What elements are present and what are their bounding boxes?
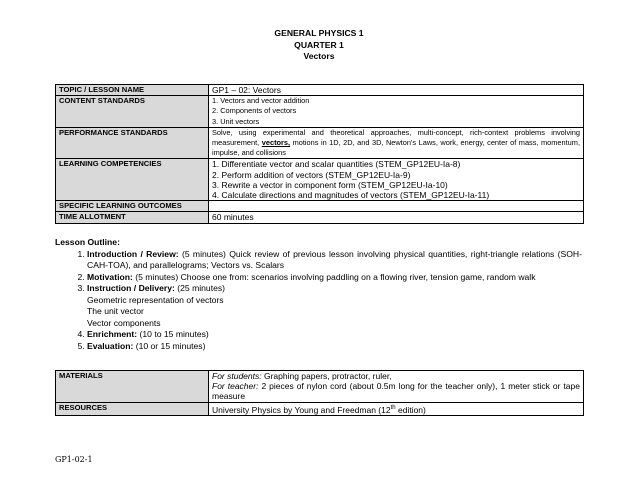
list-item: 2. Components of vectors <box>212 106 297 116</box>
outline-title: Lesson Outline: <box>55 237 120 247</box>
list-item: 1. Vectors and vector addition <box>212 96 310 106</box>
page-code: GP1-02-1 <box>55 455 93 464</box>
teacher-materials: For teacher: 2 pieces of nylon cord (about 0.5m long for the teacher only), 1 meter stick or tape measure <box>212 381 580 402</box>
course-title: GENERAL PHYSICS 1 <box>274 28 364 38</box>
table-row <box>56 212 584 223</box>
time-allotment-value: 60 minutes <box>209 212 584 223</box>
quarter-title: QUARTER 1 <box>294 39 344 50</box>
topic-value: GP1 – 02: Vectors <box>209 85 584 96</box>
emphasis-vectors: vectors, <box>261 138 291 148</box>
sub-item: Vector components <box>87 317 161 328</box>
topic-label: TOPIC / LESSON NAME <box>56 85 209 96</box>
materials-label: MATERIALS <box>56 371 209 403</box>
learning-competencies-value <box>209 159 584 201</box>
table-row <box>56 371 584 403</box>
lesson-outline <box>55 237 582 352</box>
list-item: 3. Unit vectors <box>212 116 260 126</box>
table-row <box>56 85 584 96</box>
list-item: 2. Motivation: (5 minutes) Choose one from: scenarios involving paddling on a flowing river, tension game, random walk <box>87 272 582 284</box>
specific-outcomes-label: SPECIFIC LEARNING OUTCOMES <box>56 201 209 212</box>
list-item: 1. Differentiate vector and scalar quantities (STEM_GP12EU-Ia-8) <box>212 159 461 170</box>
list-item: 5. Evaluation: (10 or 15 minutes) <box>87 341 582 353</box>
performance-standards-value: Solve, using experimental and theoretical approaches, multi-concept, rich-context problems involving measurement, vectors, motions in 1D, 2D, and 3D, Newton's Laws, work, energy, center of mass, momentum, impulse, and collisions <box>209 127 584 159</box>
content-standards-label: CONTENT STANDARDS <box>56 96 209 128</box>
list-item: 4. Calculate directions and magnitudes of vectors (STEM_GP12EU-Ia-11) <box>212 190 490 201</box>
specific-outcomes-value <box>209 201 584 212</box>
table-row <box>56 96 584 128</box>
document-header <box>0 28 638 63</box>
table-row <box>56 127 584 159</box>
lesson-info-table <box>55 84 584 224</box>
students-materials: For students: Graphing papers, protractor, ruler, <box>212 371 392 381</box>
learning-competencies-label: LEARNING COMPETENCIES <box>56 159 209 201</box>
outline-list <box>55 249 582 353</box>
list-item: 4. Enrichment: (10 to 15 minutes) <box>87 329 582 341</box>
table-row <box>56 402 584 415</box>
time-allotment-label: TIME ALLOTMENT <box>56 212 209 223</box>
table-row <box>56 201 584 212</box>
resources-label: RESOURCES <box>56 402 209 415</box>
materials-table <box>55 370 584 416</box>
list-item: 3. Instruction / Delivery: (25 minutes) Geometric representation of vectors The unit vector Vector components <box>87 283 582 329</box>
content-standards-value <box>209 96 584 128</box>
sub-item: The unit vector <box>87 306 144 316</box>
list-item: 1. Introduction / Review: (5 minutes) Quick review of previous lesson involving physical quantities, right-triangle relations (SOH-CAH-TOA), and parallelograms; Vectors vs. Scalars <box>87 249 582 272</box>
materials-value <box>209 371 584 403</box>
performance-standards-label: PERFORMANCE STANDARDS <box>56 127 209 159</box>
resources-value: University Physics by Young and Freedman (12th edition) <box>209 402 584 415</box>
list-item: 3. Rewrite a vector in component form (STEM_GP12EU-Ia-10) <box>212 179 448 190</box>
sub-item: Geometric representation of vectors <box>87 294 224 305</box>
list-item: 2. Perform addition of vectors (STEM_GP12EU-Ia-9) <box>212 169 411 180</box>
table-row <box>56 159 584 201</box>
lesson-title: Vectors <box>303 51 335 61</box>
